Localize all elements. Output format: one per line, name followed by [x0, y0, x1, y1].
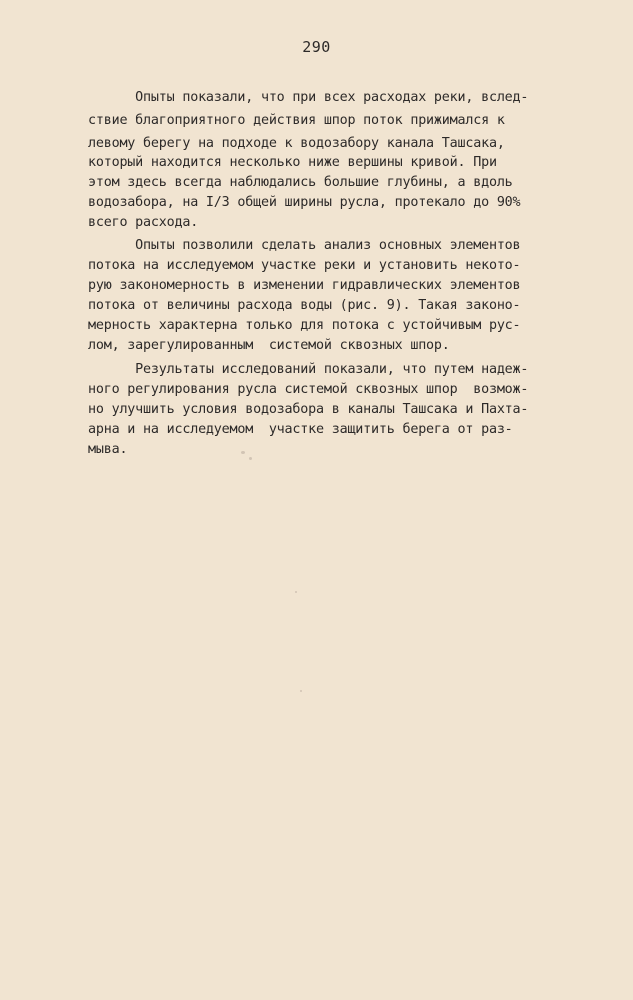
page-number: 290 [302, 38, 331, 56]
paper-speck [241, 451, 245, 454]
text-line-6: водозабора, на I/3 общей ширины русла, протекало до 90% [88, 195, 521, 210]
text-line-16: но улучшить условия водозабора в каналы Ташсака и Пахта- [88, 402, 529, 417]
text-line-10: рую закономерность в изменении гидравлических элементов [88, 278, 521, 293]
text-line-7: всего расхода. [88, 215, 199, 230]
paper-speck [249, 457, 252, 460]
text-line-15: ного регулирования русла системой сквозных шпор возмож- [88, 382, 529, 397]
text-line-5: этом здесь всегда наблюдались большие глубины, а вдоль [88, 175, 513, 190]
text-line-14: Результаты исследований показали, что путем надеж- [88, 362, 529, 377]
text-line-13: лом, зарегулированным системой сквозных шпор. [88, 338, 450, 353]
text-line-12: мерность характерна только для потока с устойчивым рус- [88, 318, 521, 333]
paper-speck [295, 591, 297, 593]
text-line-3: левому берегу на подходе к водозабору канала Ташсака, [88, 136, 505, 151]
paper-speck [300, 690, 302, 692]
text-line-17: арна и на исследуемом участке защитить берега от раз- [88, 422, 513, 437]
text-line-18: мыва. [88, 442, 128, 457]
text-line-11: потока от величины расхода воды (рис. 9). Такая законо- [88, 298, 521, 313]
text-line-1: Опыты показали, что при всех расходах реки, вслед- [88, 90, 529, 105]
text-line-8: Опыты позволили сделать анализ основных элементов [88, 238, 521, 253]
text-line-9: потока на исследуемом участке реки и установить некото- [88, 258, 521, 273]
text-line-2: ствие благоприятного действия шпор поток прижимался к [88, 113, 505, 128]
text-line-4: который находится несколько ниже вершины кривой. При [88, 155, 497, 170]
